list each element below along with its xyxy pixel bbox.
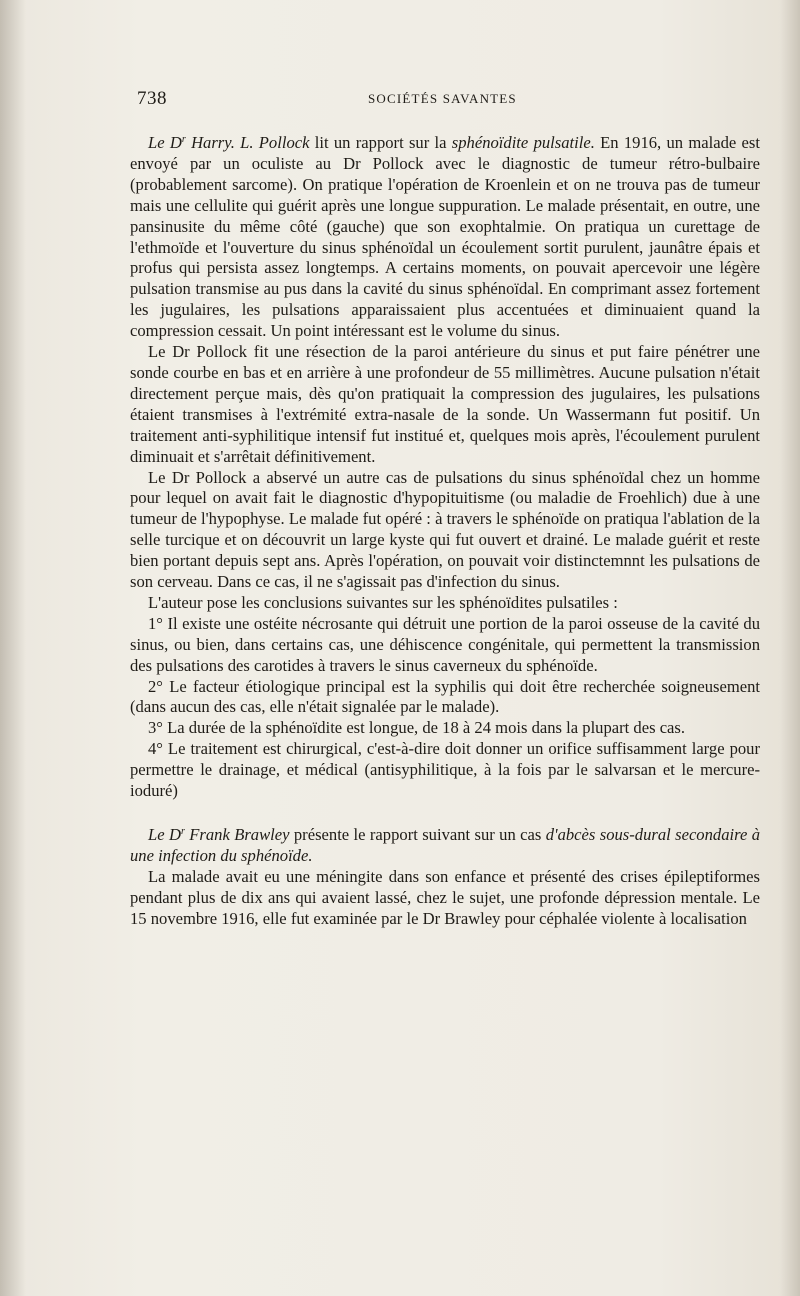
author-prefix: Le D — [148, 825, 181, 844]
author-title-sup: r — [181, 134, 186, 145]
conclusion-1: 1° Il existe une ostéite nécrosante qui détruit une portion de la paroi osseuse de la cavité du sinus, ou bien, dans certains cas, une déhiscence congénitale, qui permettent la transmission des pulsations des carotides à travers le sinus caverneux du sphénoïde. — [130, 613, 760, 675]
conclusion-2: 2° Le facteur étiologique principal est la syphilis qui doit être recherchée soigneusement (dans aucun des cas, elle n'était signalée par le malade). — [130, 676, 760, 717]
paragraph-brawley-report — [130, 822, 760, 867]
paragraph-case-history: La malade avait eu une méningite dans son enfance et présenté des crises épileptiformes pendant plus de dix ans qui avaient lassé, chez le sujet, une profonde dépression mentale. Le 15 novembre 1916, elle fut examinée par le Dr Brawley pour céphalée violente à localisation — [130, 866, 760, 928]
body-text — [130, 130, 760, 930]
binding-shadow — [0, 0, 26, 1296]
author-title-sup: r — [180, 826, 185, 837]
author-name: Frank Brawley — [184, 825, 290, 844]
edge-shadow — [780, 0, 800, 1296]
page-number: 738 — [137, 88, 167, 109]
running-head — [137, 88, 760, 114]
report-body: En 1916, un malade est envoyé par un oculiste au Dr Pollock avec le diagnostic de tumeur rétro-bulbaire (probablement sarcome). On pratique l'opération de Kroenlein et on ne trouva pas de tumeur mais une cellulite qui guérit après une longue suppuration. Le malade présentait, en outre, une pansinusite du même côté (gauche) que son exophtalmie. On pratiqua un curettage de l'ethmoïde et l'ouverture du sinus sphénoïdal un écoulement sortit purulent, jaunâtre épais et profus qui persista assez longtemps. A certains moments, on pouvait apercevoir une légère pulsation transmise au pus dans la cavité du sinus sphénoïdal. En comprimant assez fortement les jugulaires, les pulsations apparaissaient plus accentuées et diminuaient quand la compression cessait. Un point intéressant est le volume du sinus. — [130, 133, 760, 341]
running-title: SOCIÉTÉS SAVANTES — [368, 91, 517, 106]
paragraph-resection: Le Dr Pollock fit une résection de la paroi antérieure du sinus et put faire pénétrer une sonde courbe en bas et en arrière à une profondeur de 55 millimètres. Aucune pulsation n'était directement perçue mais, dès qu'on pratiquait la compression des jugulaires, les pulsations étaient transmises à l'extrémité extra-nasale de la sonde. Un Wassermann fut positif. Un traitement anti-syphilitique intensif fut institué et, quelques mois après, l'écoulement purulent diminuait et s'arrêtait définitivement. — [130, 342, 760, 466]
paragraph-pollock-report — [130, 130, 760, 342]
report-subject: sphénoïdite pulsatile. — [451, 133, 595, 152]
conclusion-3: 3° La durée de la sphénoïdite est longue, de 18 à 24 mois dans la plupart des cas. — [148, 718, 686, 738]
paragraph-second-case: Le Dr Pollock a abservé un autre cas de pulsations du sinus sphénoïdal chez un homme pour lequel on avait fait le diagnostic d'hypopituitisme (ou maladie de Froehlich) due à une tumeur de l'hypophyse. Le malade fut opéré : à travers le sphénoïde on pratiqua l'ablation de la selle turcique et on découvrit un large kyste qui fut ouvert et drainé. Le malade guérit et reste bien portant depuis sept ans. Après l'opération, on pouvait voir distinctemnnt les pulsations de son cerveau. Dans ce cas, il ne s'agissait pas d'infection du sinus. — [130, 467, 760, 592]
paragraph-conclusions-intro: L'auteur pose les conclusions suivantes sur les sphénoïdites pulsatiles : — [148, 592, 618, 612]
author-name: Harry. L. Pollock — [185, 133, 310, 152]
author-prefix: Le D — [148, 133, 182, 152]
report-intro: lit un rapport sur la — [309, 133, 452, 152]
report-intro: présente le rapport suivant sur un cas — [289, 825, 546, 844]
report-subject: d'abcès sous-dural secondaire à une infection du sphénoïde. — [130, 825, 760, 865]
conclusion-4: 4° Le traitement est chirurgical, c'est-à-dire doit donner un orifice suffisamment large pour permettre le drainage, et médical (antisyphilitique, à la fois par le salvarsan et le mercure-ioduré) — [130, 739, 760, 801]
